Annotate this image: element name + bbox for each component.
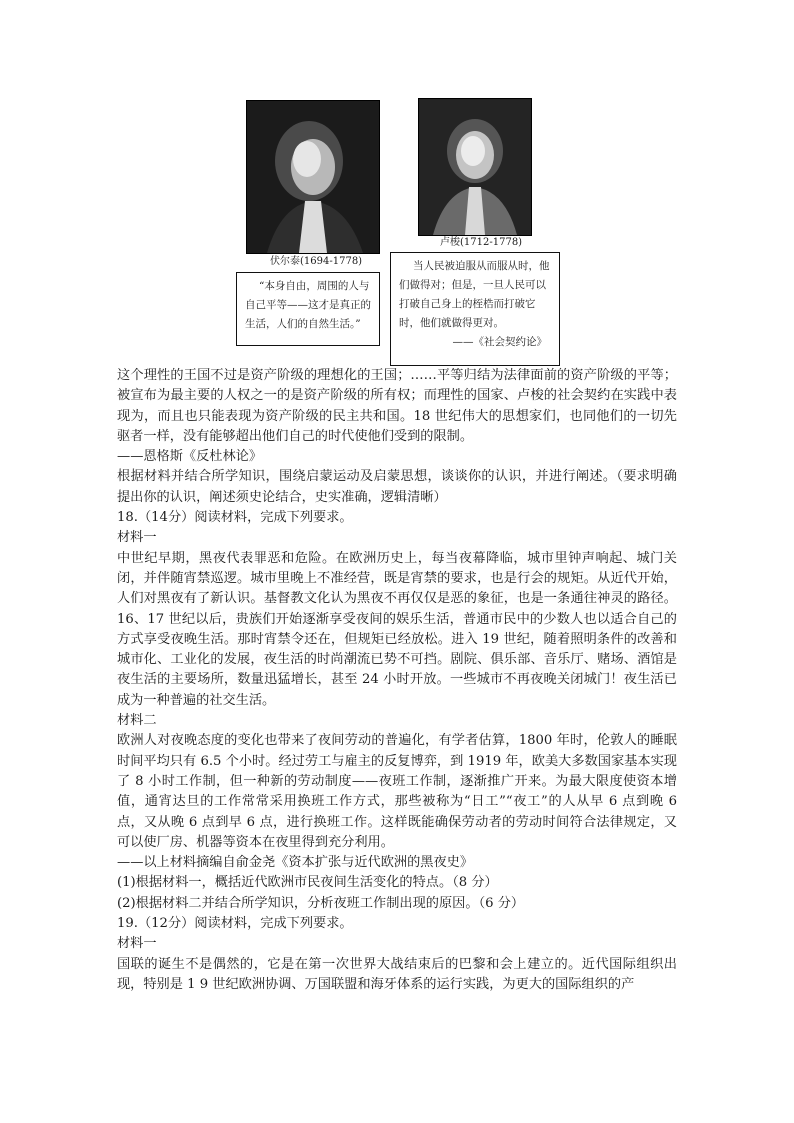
- paragraph: 国联的诞生不是偶然的，它是在第一次世界大战结束后的巴黎和会上建立的。近代国际组织出现，特别是 1 9 世纪欧洲协调、万国联盟和海牙体系的运行实践，为更大的国际组织的产: [117, 956, 677, 992]
- paragraph: ——以上材料摘编自俞金尧《资本扩张与近代欧洲的黑夜史》: [117, 855, 474, 871]
- rousseau-quote: 当人民被迫服从而服从时，他们做得对；但是，一旦人民可以打破自己身上的桎梏而打破它时，他们就做得更对。: [399, 260, 550, 329]
- paragraph: 根据材料并结合所学知识，围绕启蒙运动及启蒙思想，谈谈你的认识，并进行阐述。（要求明确提出你的认识，阐述须史论结合，史实准确，逻辑清晰）: [117, 469, 677, 505]
- paragraph: ——恩格斯《反杜林论》: [117, 449, 263, 465]
- voltaire-quote: “本身自由，周围的人与自己平等——这才是真正的生活，人们的自然生活。”: [245, 280, 371, 330]
- rousseau-caption: 卢梭(1712-1778): [440, 237, 523, 248]
- rousseau-portrait: [418, 98, 532, 236]
- enlightenment-figure: [236, 96, 562, 368]
- voltaire-caption: 伏尔泰(1694-1778): [270, 256, 363, 267]
- sub-question: (1)根据材料一，概括近代欧洲市民夜间生活变化的特点。（8 分）: [117, 875, 498, 891]
- material-label: 材料一: [117, 936, 157, 952]
- paragraph: 欧洲人对夜晚态度的变化也带来了夜间劳动的普遍化，有学者估算，1800 年时，伦敦人的睡眠时间平均只有 6.5 个小时。经过劳工与雇主的反复博弈，到 1919 年，欧美大多数国家基本实现了 8 小时工作制，但一种新的劳动制度——夜班工作制，逐渐推广开来。为最大限度使资本增值，通宵达旦的工作常常采用换班工作方式，那些被称为“日工”“夜工”的人从早 6 点到晚 6 点，又从晚 6 点到早 6 点，进行换班工作。这样既能确保劳动者的劳动时间符合法律规定，又可以使厂房、机器等资本在夜里得到充分利用。: [117, 733, 677, 850]
- paragraph: 中世纪早期，黑夜代表罪恶和危险。在欧洲历史上，每当夜幕降临，城市里钟声响起、城门关闭，并伴随宵禁巡逻。城市里晚上不准经营，既是宵禁的要求，也是行会的规矩。从近代开始，人们对黑夜有了新认识。基督教文化认为黑夜不再仅仅是恶的象征，也是一条通往神灵的路径。16、17 世纪以后，贵族们开始逐渐享受夜间的娱乐生活，普通市民中的少数人也以适合自己的方式享受夜晚生活。那时宵禁令还在，但规矩已经放松。进入 19 世纪，随着照明条件的改善和城市化、工业化的发展，夜生活的时尚潮流已势不可挡。剧院、俱乐部、音乐厅、赌场、酒馆是夜生活的主要场所，数量迅猛增长，甚至 24 小时开放。一些城市不再夜晚关闭城门！夜生活已成为一种普遍的社交生活。: [117, 550, 677, 708]
- sub-question: (2)根据材料二并结合所学知识，分析夜班工作制出现的原因。（6 分）: [117, 895, 525, 911]
- rousseau-quote-box: [390, 252, 560, 366]
- material-label: 材料一: [117, 530, 157, 546]
- document-body: [117, 366, 677, 995]
- question-heading: 18.（14分）阅读材料，完成下列要求。: [117, 510, 353, 526]
- rousseau-quote-source: ——《社会契约论》: [452, 336, 547, 348]
- question-heading: 19.（12分）阅读材料，完成下列要求。: [117, 916, 353, 932]
- material-label: 材料二: [117, 713, 157, 729]
- paragraph: 这个理性的王国不过是资产阶级的理想化的王国；……平等归结为法律面前的资产阶级的平等；被宣布为最主要的人权之一的是资产阶级的所有权；而理性的国家、卢梭的社会契约在实践中表现为，而且也只能表现为资产阶级的民主共和国。18 世纪伟大的思想家们，也同他们的一切先驱者一样，没有能够超出他们自己的时代使他们受到的限制。: [117, 368, 677, 444]
- voltaire-portrait: [246, 100, 380, 254]
- voltaire-quote-box: [236, 272, 380, 346]
